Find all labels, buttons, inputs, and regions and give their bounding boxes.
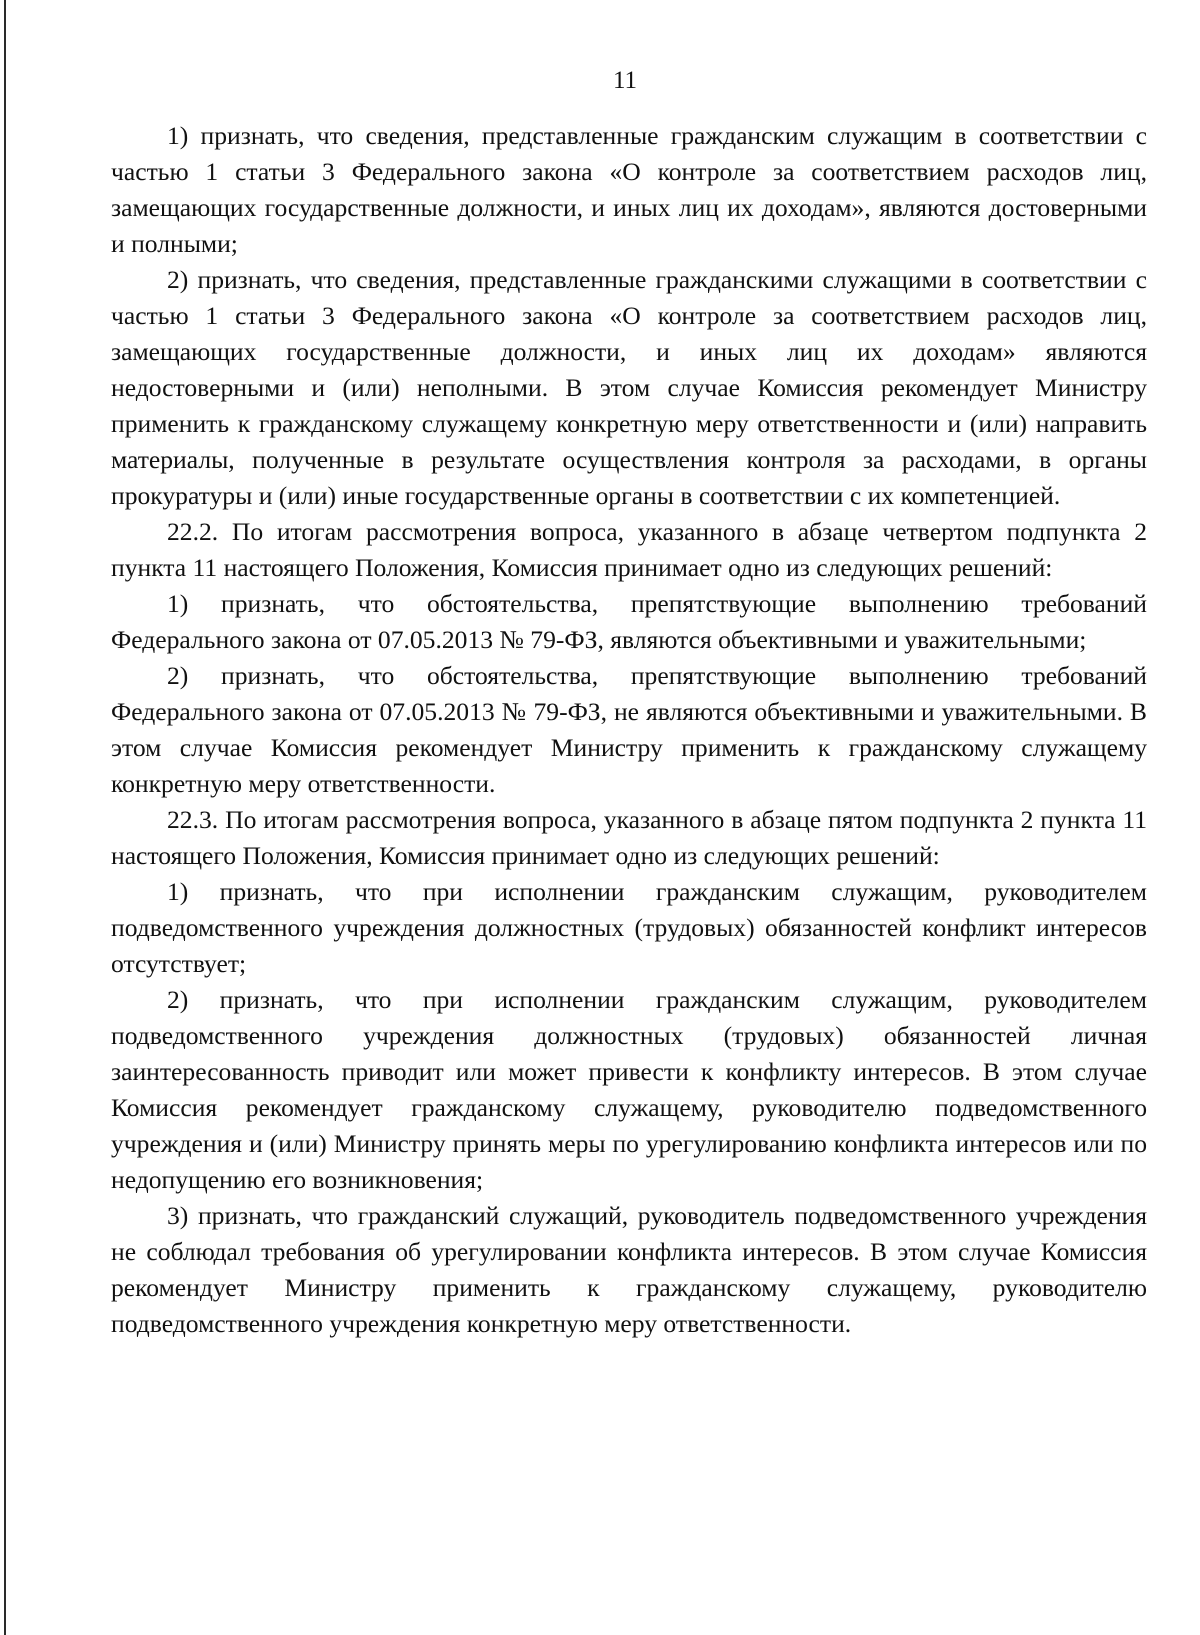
- document-body: [111, 118, 1147, 1342]
- paragraph-7: 1) признать, что при исполнении гражданским служащим, руководителем подведомственного учреждения должностных (трудовых) обязанностей конфликт интересов отсутствует;: [111, 877, 1147, 978]
- paragraph-6: 22.3. По итогам рассмотрения вопроса, указанного в абзаце пятом подпункта 2 пункта 11 настоящего Положения, Комиссия принимает одно из следующих решений:: [111, 805, 1147, 870]
- paragraph-1: 1) признать, что сведения, представленные гражданским служащим в соответствии с частью 1 статьи 3 Федерального закона «О контроле за соответствием расходов лиц, замещающих государственные должности, и иных лиц их доходам», являются достоверными и полными;: [111, 121, 1147, 258]
- paragraph-2: 2) признать, что сведения, представленные гражданскими служащими в соответствии с частью 1 статьи 3 Федерального закона «О контроле за соответствием расходов лиц, замещающих государственные должности, и иных лиц их доходам» являются недостоверными и (или) неполными. В этом случае Комиссия рекомендует Министру применить к гражданскому служащему конкретную меру ответственности и (или) направить материалы, полученные в результате осуществления контроля за расходами, в органы прокуратуры и (или) иные государственные органы в соответствии с их компетенцией.: [111, 265, 1147, 510]
- paragraph-5: 2) признать, что обстоятельства, препятствующие выполнению требований Федерального закона от 07.05.2013 № 79-ФЗ, не являются объективными и уважительными. В этом случае Комиссия рекомендует Министру применить к гражданскому служащему конкретную меру ответственности.: [111, 661, 1147, 798]
- paragraph-3: 22.2. По итогам рассмотрения вопроса, указанного в абзаце четвертом подпункта 2 пункта 11 настоящего Положения, Комиссия принимает одно из следующих решений:: [111, 517, 1147, 582]
- paragraph-8: 2) признать, что при исполнении гражданским служащим, руководителем подведомственного учреждения должностных (трудовых) обязанностей личная заинтересованность приводит или может привести к конфликту интересов. В этом случае Комиссия рекомендует гражданскому служащему, руководителю подведомственного учреждения и (или) Министру принять меры по урегулированию конфликта интересов или по недопущению его возникновения;: [111, 985, 1147, 1194]
- scan-edge-line: [4, 0, 6, 1635]
- page-number: 11: [612, 67, 638, 94]
- paragraph-4: 1) признать, что обстоятельства, препятствующие выполнению требований Федерального закона от 07.05.2013 № 79-ФЗ, являются объективными и уважительными;: [111, 589, 1147, 654]
- paragraph-9: 3) признать, что гражданский служащий, руководитель подведомственного учреждения не соблюдал требования об урегулировании конфликта интересов. В этом случае Комиссия рекомендует Министру применить к гражданскому служащему, руководителю подведомственного учреждения конкретную меру ответственности.: [111, 1201, 1147, 1338]
